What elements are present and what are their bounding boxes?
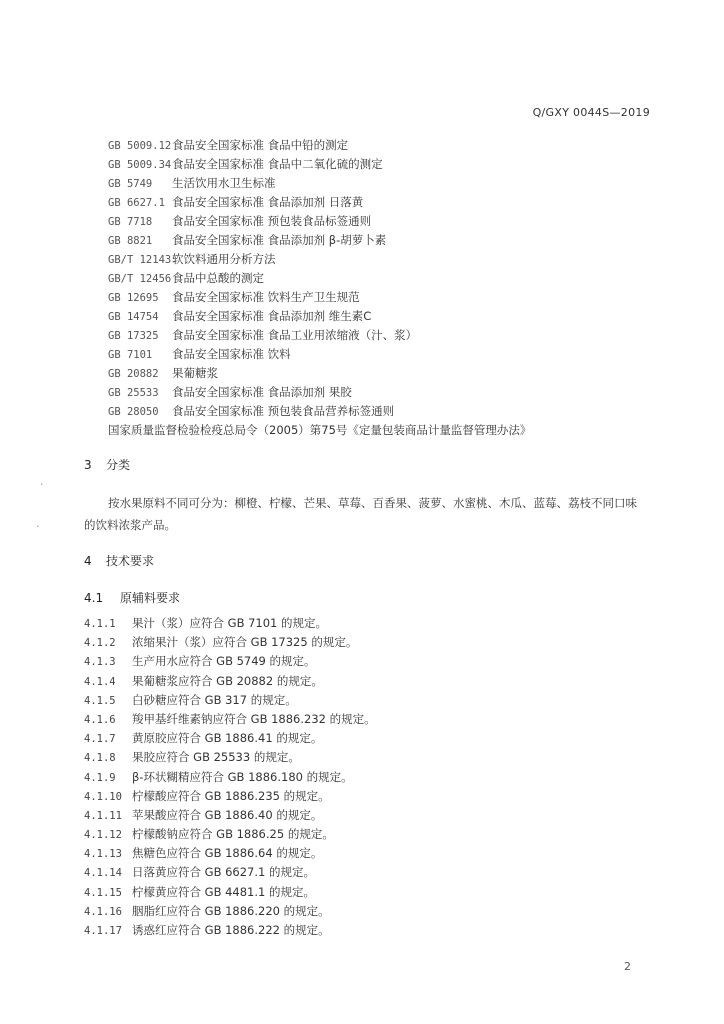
item-text: 诱惑红应符合 GB 1886.222 的规定。 xyxy=(132,923,330,937)
item-text: β-环状糊精应符合 GB 1886.180 的规定。 xyxy=(132,769,353,784)
section-number: 3 xyxy=(84,458,92,472)
reference-item xyxy=(108,326,628,345)
item-text: 浓缩果汁（浆）应符合 GB 17325 的规定。 xyxy=(132,635,358,650)
item-number: 4.1.7 xyxy=(84,733,116,746)
item-number: 4.1.16 xyxy=(84,905,122,918)
reference-title: 食品安全国家标准 饮料生产卫生规范 xyxy=(172,290,360,304)
reference-item xyxy=(108,155,628,174)
reference-code: GB 28050 xyxy=(108,406,159,418)
requirement-item xyxy=(84,863,624,882)
item-number: 4.1.13 xyxy=(84,848,122,861)
reference-code: GB 20882 xyxy=(108,368,159,380)
classification-paragraph: 按水果原料不同可分为：柳橙、柠檬、芒果、草莓、百香果、菠萝、水蜜桃、木瓜、蓝莓、荔枝不同口味的饮料浓浆产品。 xyxy=(84,496,637,532)
item-text: 日落黄应符合 GB 6627.1 的规定。 xyxy=(132,865,316,880)
item-number: 4.1.9 xyxy=(84,771,116,784)
section-number: 4 xyxy=(84,554,92,568)
item-number: 4.1.15 xyxy=(84,886,122,899)
reference-code: GB 12695 xyxy=(108,292,159,304)
item-text: 胭脂红应符合 GB 1886.220 的规定。 xyxy=(132,903,330,918)
reference-title: 食品安全国家标准 食品添加剂 日落黄 xyxy=(172,195,364,209)
item-number: 4.1.10 xyxy=(84,790,122,803)
reference-code: GB 6627.1 xyxy=(108,197,165,209)
item-text: 白砂糖应符合 GB 317 的规定。 xyxy=(132,692,297,707)
item-text: 柠檬酸钠应符合 GB 1886.25 的规定。 xyxy=(132,827,334,842)
section-title: 原辅料要求 xyxy=(120,591,181,605)
item-number: 4.1.5 xyxy=(84,694,116,707)
reference-code: GB 5009.12 xyxy=(108,140,172,152)
reference-item xyxy=(108,383,628,402)
reference-item xyxy=(108,250,628,269)
item-number: 4.1.4 xyxy=(84,675,116,688)
scan-speck: · xyxy=(40,478,44,491)
reference-item xyxy=(108,212,628,231)
section-3-heading xyxy=(84,456,130,473)
section-4-heading xyxy=(84,552,154,569)
requirement-item xyxy=(84,614,624,633)
item-text: 柠檬黄应符合 GB 4481.1 的规定。 xyxy=(132,884,316,899)
item-number: 4.1.6 xyxy=(84,713,116,726)
reference-item xyxy=(108,364,628,383)
item-text: 果汁（浆）应符合 GB 7101 的规定。 xyxy=(132,616,328,630)
reference-item xyxy=(108,307,628,326)
reference-code: GB 17325 xyxy=(108,330,159,342)
raw-material-requirements-list xyxy=(84,614,624,940)
reference-title: 食品安全国家标准 食品中铅的测定 xyxy=(172,138,349,152)
requirement-item xyxy=(84,672,624,691)
regulation-reference: 国家质量监督检验检疫总局令（2005）第75号《定量包装商品计量监督管理办法》 xyxy=(108,423,532,437)
requirement-item xyxy=(84,902,624,921)
reference-title: 食品中总酸的测定 xyxy=(172,271,264,285)
requirement-item xyxy=(84,652,624,671)
item-number: 4.1.2 xyxy=(84,637,116,650)
item-text: 柠檬酸应符合 GB 1886.235 的规定。 xyxy=(132,788,330,803)
reference-item xyxy=(108,269,628,288)
reference-item xyxy=(108,402,628,421)
scan-speck: · xyxy=(36,520,40,533)
item-text: 果胶应符合 GB 25533 的规定。 xyxy=(132,750,300,765)
item-number: 4.1.8 xyxy=(84,752,116,765)
section-title: 分类 xyxy=(106,458,131,472)
reference-item xyxy=(108,193,628,212)
reference-title: 生活饮用水卫生标准 xyxy=(172,176,276,190)
standard-code: Q/GXY 0044S—2019 xyxy=(532,106,650,119)
item-text: 生产用水应符合 GB 5749 的规定。 xyxy=(132,654,316,669)
normative-references-list xyxy=(108,136,628,440)
item-number: 4.1.12 xyxy=(84,829,122,842)
requirement-item xyxy=(84,710,624,729)
reference-code: GB 5749 xyxy=(108,178,153,190)
reference-title: 食品安全国家标准 食品中二氧化硫的测定 xyxy=(172,157,383,171)
section-title: 技术要求 xyxy=(106,554,155,568)
reference-code: GB 8821 xyxy=(108,235,153,247)
reference-code: GB 14754 xyxy=(108,311,159,323)
reference-item xyxy=(108,136,628,155)
reference-item xyxy=(108,174,628,193)
requirement-item xyxy=(84,844,624,863)
reference-code: GB/T 12143 xyxy=(108,254,172,266)
requirement-item xyxy=(84,825,624,844)
reference-title: 食品安全国家标准 食品添加剂 维生素C xyxy=(172,309,372,323)
item-text: 苹果酸应符合 GB 1886.40 的规定。 xyxy=(132,807,323,822)
reference-title: 食品安全国家标准 食品添加剂 果胶 xyxy=(172,385,352,399)
requirement-item xyxy=(84,633,624,652)
item-text: 黄原胶应符合 GB 1886.41 的规定。 xyxy=(132,731,323,746)
item-number: 4.1.3 xyxy=(84,656,116,669)
reference-item xyxy=(108,345,628,364)
reference-item xyxy=(108,288,628,307)
requirement-item xyxy=(84,729,624,748)
item-number: 4.1.17 xyxy=(84,925,122,937)
reference-title: 食品安全国家标准 食品添加剂 β-胡萝卜素 xyxy=(172,233,387,247)
reference-code: GB 7718 xyxy=(108,216,153,228)
item-number: 4.1.14 xyxy=(84,867,122,880)
section-number: 4.1 xyxy=(84,591,104,605)
reference-title: 食品安全国家标准 预包装食品营养标签通则 xyxy=(172,404,395,418)
requirement-item xyxy=(84,787,624,806)
reference-item xyxy=(108,231,628,250)
item-number: 4.1.1 xyxy=(84,618,116,630)
requirement-item xyxy=(84,883,624,902)
requirement-item xyxy=(84,748,624,767)
reference-title: 食品安全国家标准 食品工业用浓缩液（汁、浆） xyxy=(172,328,418,342)
requirement-item xyxy=(84,691,624,710)
item-text: 果葡糖浆应符合 GB 20882 的规定。 xyxy=(132,673,323,688)
reference-title: 食品安全国家标准 饮料 xyxy=(172,347,291,361)
requirement-item xyxy=(84,768,624,787)
reference-code: GB 25533 xyxy=(108,387,159,399)
reference-code: GB 7101 xyxy=(108,349,153,361)
requirement-item xyxy=(84,806,624,825)
section-4-1-heading xyxy=(84,589,180,606)
page-number: 2 xyxy=(624,960,631,973)
reference-title: 软饮料通用分析方法 xyxy=(172,252,276,266)
reference-title: 食品安全国家标准 预包装食品标签通则 xyxy=(172,214,372,228)
item-text: 焦糖色应符合 GB 1886.64 的规定。 xyxy=(132,846,323,861)
item-number: 4.1.11 xyxy=(84,809,122,822)
item-text: 羧甲基纤维素钠应符合 GB 1886.232 的规定。 xyxy=(132,711,376,726)
reference-title: 果葡糖浆 xyxy=(172,366,218,380)
requirement-item xyxy=(84,921,624,940)
reference-code: GB/T 12456 xyxy=(108,273,172,285)
reference-code: GB 5009.34 xyxy=(108,159,172,171)
